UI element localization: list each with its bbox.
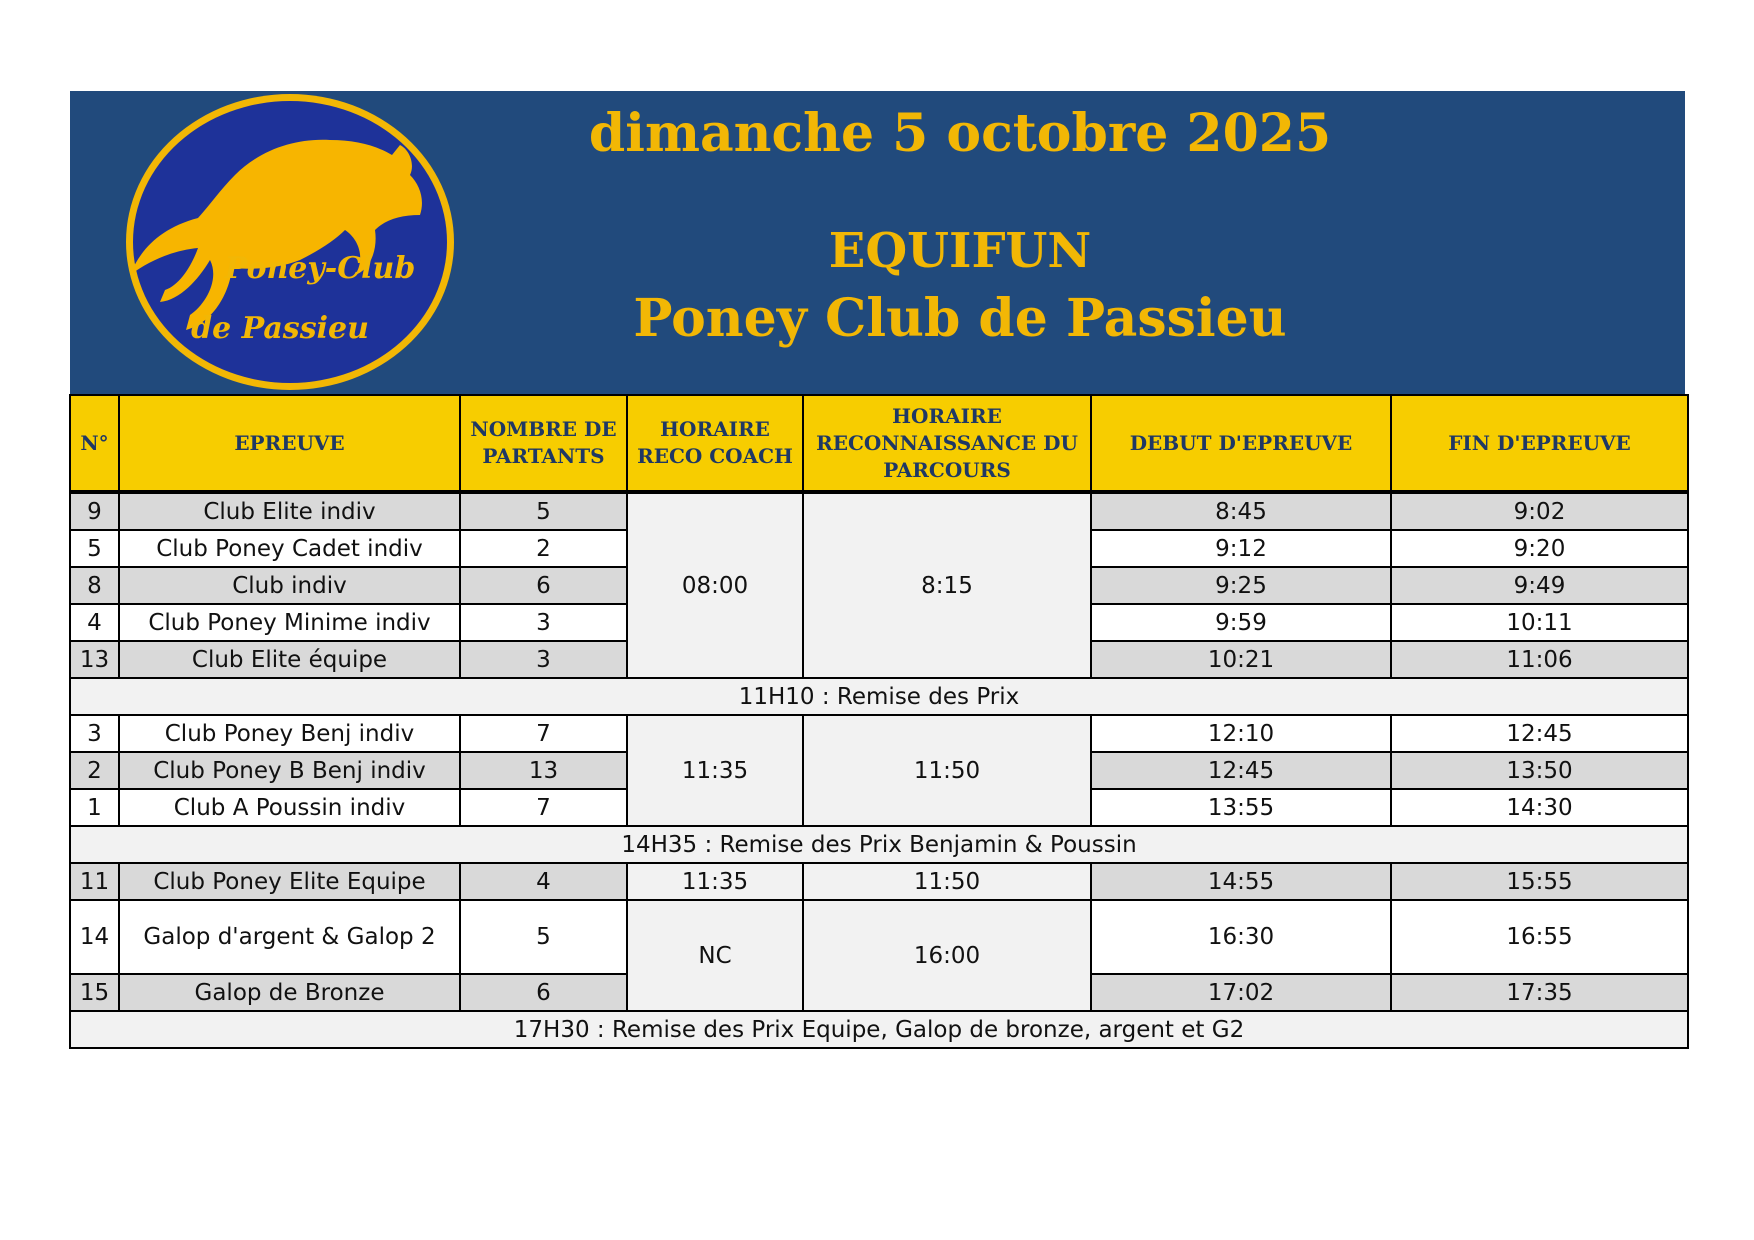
col-header-fin: FIN D'EPREUVE — [1391, 395, 1688, 492]
row-debut: 9:59 — [1091, 604, 1391, 641]
row-num: 3 — [70, 715, 119, 752]
ceremony-row — [70, 1011, 1688, 1048]
row-partants: 2 — [460, 530, 627, 567]
club-logo — [120, 90, 460, 395]
block-reco-coach: 11:35 — [627, 863, 803, 900]
col-header-debut: DEBUT D'EPREUVE — [1091, 395, 1391, 492]
row-fin: 15:55 — [1391, 863, 1688, 900]
row-debut: 12:10 — [1091, 715, 1391, 752]
row-epreuve: Club Poney Minime indiv — [119, 604, 460, 641]
row-num: 4 — [70, 604, 119, 641]
row-epreuve: Galop d'argent & Galop 2 — [119, 900, 460, 974]
row-fin: 16:55 — [1391, 900, 1688, 974]
row-debut: 13:55 — [1091, 789, 1391, 826]
block-reco-parcours: 8:15 — [803, 492, 1091, 678]
block-reco-parcours: 16:00 — [803, 900, 1091, 1011]
schedule-table — [69, 394, 1689, 1049]
row-partants: 7 — [460, 715, 627, 752]
table-row — [70, 715, 1688, 752]
row-epreuve: Club Elite indiv — [119, 492, 460, 530]
row-fin: 9:20 — [1391, 530, 1688, 567]
row-epreuve: Club Elite équipe — [119, 641, 460, 678]
row-epreuve: Galop de Bronze — [119, 974, 460, 1011]
row-partants: 3 — [460, 604, 627, 641]
table-row — [70, 900, 1688, 974]
row-debut: 9:25 — [1091, 567, 1391, 604]
col-header-reco-parcours: HORAIRE RECONNAISSANCE DU PARCOURS — [803, 395, 1091, 492]
row-partants: 6 — [460, 974, 627, 1011]
logo-text-line2: de Passieu — [191, 311, 369, 346]
row-partants: 13 — [460, 752, 627, 789]
row-partants: 7 — [460, 789, 627, 826]
row-num: 14 — [70, 900, 119, 974]
row-debut: 8:45 — [1091, 492, 1391, 530]
block-reco-coach: 08:00 — [627, 492, 803, 678]
row-fin: 14:30 — [1391, 789, 1688, 826]
logo-text-line1: Poney-Club — [224, 251, 416, 286]
row-num: 5 — [70, 530, 119, 567]
col-header-epreuve: EPREUVE — [119, 395, 460, 492]
row-debut: 12:45 — [1091, 752, 1391, 789]
row-fin: 17:35 — [1391, 974, 1688, 1011]
col-header-reco-coach: HORAIRE RECO COACH — [627, 395, 803, 492]
row-fin: 10:11 — [1391, 604, 1688, 641]
row-num: 1 — [70, 789, 119, 826]
row-debut: 17:02 — [1091, 974, 1391, 1011]
row-partants: 6 — [460, 567, 627, 604]
col-header-partants: NOMBRE DE PARTANTS — [460, 395, 627, 492]
row-epreuve: Club Poney Cadet indiv — [119, 530, 460, 567]
table-row — [70, 492, 1688, 530]
ceremony-text: 17H30 : Remise des Prix Equipe, Galop de bronze, argent et G2 — [70, 1011, 1688, 1048]
ceremony-row — [70, 678, 1688, 715]
row-fin: 13:50 — [1391, 752, 1688, 789]
ceremony-row — [70, 826, 1688, 863]
block-reco-parcours: 11:50 — [803, 715, 1091, 826]
row-num: 2 — [70, 752, 119, 789]
row-fin: 9:49 — [1391, 567, 1688, 604]
row-debut: 16:30 — [1091, 900, 1391, 974]
row-partants: 3 — [460, 641, 627, 678]
club-name: Poney Club de Passieu — [633, 288, 1287, 349]
col-header-num: N° — [70, 395, 119, 492]
row-num: 15 — [70, 974, 119, 1011]
row-epreuve: Club Poney Elite Equipe — [119, 863, 460, 900]
row-num: 9 — [70, 492, 119, 530]
row-debut: 10:21 — [1091, 641, 1391, 678]
row-num: 8 — [70, 567, 119, 604]
row-num: 13 — [70, 641, 119, 678]
row-partants: 5 — [460, 492, 627, 530]
event-name: EQUIFUN — [828, 223, 1092, 279]
row-fin: 11:06 — [1391, 641, 1688, 678]
row-fin: 9:02 — [1391, 492, 1688, 530]
row-epreuve: Club Poney B Benj indiv — [119, 752, 460, 789]
row-epreuve: Club Poney Benj indiv — [119, 715, 460, 752]
row-epreuve: Club A Poussin indiv — [119, 789, 460, 826]
row-partants: 4 — [460, 863, 627, 900]
ceremony-text: 11H10 : Remise des Prix — [70, 678, 1688, 715]
row-partants: 5 — [460, 900, 627, 974]
ceremony-text: 14H35 : Remise des Prix Benjamin & Poussin — [70, 826, 1688, 863]
table-row — [70, 863, 1688, 900]
block-reco-coach: NC — [627, 900, 803, 1011]
event-date: dimanche 5 octobre 2025 — [588, 103, 1332, 164]
row-fin: 12:45 — [1391, 715, 1688, 752]
block-reco-parcours: 11:50 — [803, 863, 1091, 900]
row-epreuve: Club indiv — [119, 567, 460, 604]
table-header-row — [70, 395, 1688, 492]
block-reco-coach: 11:35 — [627, 715, 803, 826]
row-num: 11 — [70, 863, 119, 900]
row-debut: 14:55 — [1091, 863, 1391, 900]
row-debut: 9:12 — [1091, 530, 1391, 567]
